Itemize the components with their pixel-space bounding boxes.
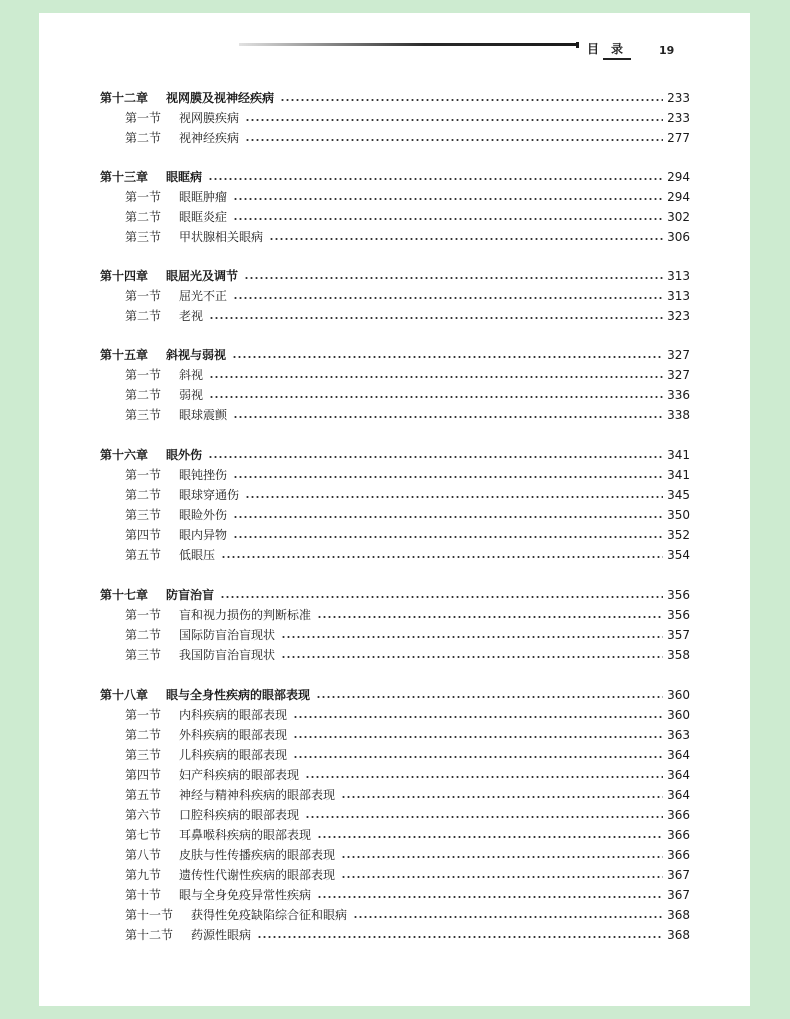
chapter-page: 313 xyxy=(667,269,690,283)
toc-section-entry[interactable] xyxy=(125,625,690,645)
header-rule xyxy=(239,43,576,46)
section-number: 第五节 xyxy=(125,788,162,802)
dot-leader xyxy=(305,776,663,778)
section-page: 338 xyxy=(667,408,690,422)
toc-section-entry[interactable] xyxy=(125,825,690,845)
section-page: 302 xyxy=(667,210,690,224)
section-number: 第一节 xyxy=(125,608,162,622)
toc-chapter-entry[interactable] xyxy=(100,266,690,286)
toc-section-entry[interactable] xyxy=(125,545,690,565)
section-number: 第二节 xyxy=(125,628,162,642)
section-title: 神经与精神科疾病的眼部表现 xyxy=(179,788,336,802)
section-number: 第十二节 xyxy=(125,928,174,942)
section-page: 364 xyxy=(667,788,690,802)
dot-leader xyxy=(233,476,663,478)
section-number: 第三节 xyxy=(125,748,162,762)
section-page: 341 xyxy=(667,468,690,482)
page-number: 19 xyxy=(659,44,675,57)
toc-section-entry[interactable] xyxy=(125,645,690,665)
section-title: 遗传性代谢性疾病的眼部表现 xyxy=(179,868,336,882)
toc-chapter-entry[interactable] xyxy=(100,445,690,465)
section-page: 313 xyxy=(667,289,690,303)
section-page: 352 xyxy=(667,528,690,542)
section-number: 第四节 xyxy=(125,528,162,542)
book-page xyxy=(39,13,750,1006)
section-number: 第二节 xyxy=(125,728,162,742)
section-number: 第二节 xyxy=(125,388,162,402)
section-title: 低眼压 xyxy=(179,548,216,562)
chapter-page: 294 xyxy=(667,170,690,184)
section-number: 第二节 xyxy=(125,309,162,323)
toc-section-entry[interactable] xyxy=(125,725,690,745)
section-number: 第六节 xyxy=(125,808,162,822)
dot-leader xyxy=(208,178,663,180)
section-page: 356 xyxy=(667,608,690,622)
section-page: 233 xyxy=(667,111,690,125)
section-page: 363 xyxy=(667,728,690,742)
toc-section-entry[interactable] xyxy=(125,925,690,945)
chapter-page: 360 xyxy=(667,688,690,702)
toc-section-entry[interactable] xyxy=(125,905,690,925)
section-number: 第三节 xyxy=(125,230,162,244)
section-number: 第八节 xyxy=(125,848,162,862)
section-title: 眼眶炎症 xyxy=(179,210,228,224)
section-title: 盲和视力损伤的判断标准 xyxy=(179,608,312,622)
section-page: 336 xyxy=(667,388,690,402)
toc-section-entry[interactable] xyxy=(125,108,690,128)
dot-leader xyxy=(209,376,663,378)
dot-leader xyxy=(233,297,663,299)
dot-leader xyxy=(209,396,663,398)
toc-section-entry[interactable] xyxy=(125,765,690,785)
section-page: 277 xyxy=(667,131,690,145)
toc-section-entry[interactable] xyxy=(125,805,690,825)
toc-section-entry[interactable] xyxy=(125,207,690,227)
toc-section-entry[interactable] xyxy=(125,187,690,207)
section-page: 294 xyxy=(667,190,690,204)
section-page: 368 xyxy=(667,928,690,942)
section-title: 国际防盲治盲现状 xyxy=(179,628,276,642)
section-number: 第二节 xyxy=(125,210,162,224)
section-page: 366 xyxy=(667,808,690,822)
dot-leader xyxy=(317,616,663,618)
section-title: 眼钝挫伤 xyxy=(179,468,228,482)
section-number: 第一节 xyxy=(125,111,162,125)
chapter-title: 防盲治盲 xyxy=(166,588,215,602)
dot-leader xyxy=(305,816,663,818)
section-title: 皮肤与性传播疾病的眼部表现 xyxy=(179,848,336,862)
chapter-title: 眼与全身性疾病的眼部表现 xyxy=(166,688,311,702)
toc-chapter-entry[interactable] xyxy=(100,88,690,108)
dot-leader xyxy=(244,277,663,279)
section-number: 第九节 xyxy=(125,868,162,882)
section-page: 368 xyxy=(667,908,690,922)
section-number: 第三节 xyxy=(125,408,162,422)
section-title: 口腔科疾病的眼部表现 xyxy=(179,808,300,822)
dot-leader xyxy=(245,496,663,498)
chapter-page: 233 xyxy=(667,91,690,105)
section-title: 耳鼻喉科疾病的眼部表现 xyxy=(179,828,312,842)
chapter-title: 眼眶病 xyxy=(166,170,203,184)
dot-leader xyxy=(317,896,663,898)
section-title: 眼球震颤 xyxy=(179,408,228,422)
dot-leader xyxy=(233,198,663,200)
section-title: 妇产科疾病的眼部表现 xyxy=(179,768,300,782)
section-number: 第一节 xyxy=(125,190,162,204)
header-rule-end xyxy=(576,42,579,48)
toc-section-entry[interactable] xyxy=(125,845,690,865)
section-title: 眼睑外伤 xyxy=(179,508,228,522)
section-page: 358 xyxy=(667,648,690,662)
section-page: 366 xyxy=(667,848,690,862)
dot-leader xyxy=(341,876,663,878)
running-header-title: 目录 xyxy=(587,42,636,56)
dot-leader xyxy=(317,836,663,838)
chapter-number: 第十四章 xyxy=(100,269,149,283)
section-title: 屈光不正 xyxy=(179,289,228,303)
toc-chapter-entry[interactable] xyxy=(100,345,690,365)
section-number: 第十一节 xyxy=(125,908,174,922)
dot-leader xyxy=(341,856,663,858)
section-title: 眼内异物 xyxy=(179,528,228,542)
section-page: 327 xyxy=(667,368,690,382)
section-number: 第十节 xyxy=(125,888,162,902)
section-title: 视神经疾病 xyxy=(179,131,240,145)
dot-leader xyxy=(233,536,663,538)
toc-section-entry[interactable] xyxy=(125,465,690,485)
section-title: 眼与全身免疫异常性疾病 xyxy=(179,888,312,902)
chapter-number: 第十五章 xyxy=(100,348,149,362)
section-number: 第一节 xyxy=(125,468,162,482)
section-number: 第一节 xyxy=(125,708,162,722)
dot-leader xyxy=(221,556,663,558)
section-number: 第二节 xyxy=(125,131,162,145)
toc-section-entry[interactable] xyxy=(125,785,690,805)
section-title: 眼眶肿瘤 xyxy=(179,190,228,204)
dot-leader xyxy=(281,656,663,658)
section-number: 第四节 xyxy=(125,768,162,782)
header-title-underline xyxy=(603,58,631,60)
dot-leader xyxy=(341,796,663,798)
toc-section-entry[interactable] xyxy=(125,385,690,405)
chapter-number: 第十八章 xyxy=(100,688,149,702)
dot-leader xyxy=(257,936,663,938)
section-number: 第一节 xyxy=(125,289,162,303)
toc-chapter-entry[interactable] xyxy=(100,585,690,605)
chapter-title: 视网膜及视神经疾病 xyxy=(166,91,275,105)
chapter-title: 眼外伤 xyxy=(166,448,203,462)
section-number: 第三节 xyxy=(125,508,162,522)
dot-leader xyxy=(293,716,663,718)
section-number: 第二节 xyxy=(125,488,162,502)
toc-section-entry[interactable] xyxy=(125,605,690,625)
section-page: 367 xyxy=(667,888,690,902)
chapter-number: 第十二章 xyxy=(100,91,149,105)
section-number: 第七节 xyxy=(125,828,162,842)
toc-section-entry[interactable] xyxy=(125,865,690,885)
toc-chapter-entry[interactable] xyxy=(100,685,690,705)
toc-section-entry[interactable] xyxy=(125,745,690,765)
section-page: 366 xyxy=(667,828,690,842)
section-title: 药源性眼病 xyxy=(191,928,252,942)
section-number: 第三节 xyxy=(125,648,162,662)
section-page: 345 xyxy=(667,488,690,502)
dot-leader xyxy=(353,916,663,918)
toc-section-entry[interactable] xyxy=(125,405,690,425)
dot-leader xyxy=(208,456,663,458)
section-title: 斜视 xyxy=(179,368,204,382)
section-title: 老视 xyxy=(179,309,204,323)
toc-section-entry[interactable] xyxy=(125,525,690,545)
dot-leader xyxy=(233,416,663,418)
toc-section-entry[interactable] xyxy=(125,505,690,525)
section-title: 甲状腺相关眼病 xyxy=(179,230,264,244)
section-title: 儿科疾病的眼部表现 xyxy=(179,748,288,762)
chapter-title: 斜视与弱视 xyxy=(166,348,227,362)
section-title: 眼球穿通伤 xyxy=(179,488,240,502)
dot-leader xyxy=(220,596,663,598)
section-title: 获得性免疫缺陷综合征和眼病 xyxy=(191,908,348,922)
chapter-number: 第十七章 xyxy=(100,588,149,602)
section-page: 306 xyxy=(667,230,690,244)
dot-leader xyxy=(280,99,663,101)
chapter-page: 341 xyxy=(667,448,690,462)
dot-leader xyxy=(293,736,663,738)
dot-leader xyxy=(233,218,663,220)
section-title: 内科疾病的眼部表现 xyxy=(179,708,288,722)
toc-section-entry[interactable] xyxy=(125,286,690,306)
dot-leader xyxy=(281,636,663,638)
dot-leader xyxy=(232,356,663,358)
section-page: 354 xyxy=(667,548,690,562)
section-page: 367 xyxy=(667,868,690,882)
toc-chapter-entry[interactable] xyxy=(100,167,690,187)
section-page: 364 xyxy=(667,748,690,762)
section-number: 第一节 xyxy=(125,368,162,382)
dot-leader xyxy=(293,756,663,758)
chapter-page: 327 xyxy=(667,348,690,362)
dot-leader xyxy=(245,139,663,141)
section-title: 外科疾病的眼部表现 xyxy=(179,728,288,742)
section-title: 我国防盲治盲现状 xyxy=(179,648,276,662)
chapter-number: 第十六章 xyxy=(100,448,149,462)
toc-section-entry[interactable] xyxy=(125,306,690,326)
dot-leader xyxy=(269,238,663,240)
toc-section-entry[interactable] xyxy=(125,885,690,905)
section-page: 360 xyxy=(667,708,690,722)
section-number: 第五节 xyxy=(125,548,162,562)
section-page: 357 xyxy=(667,628,690,642)
chapter-number: 第十三章 xyxy=(100,170,149,184)
chapter-page: 356 xyxy=(667,588,690,602)
toc-section-entry[interactable] xyxy=(125,227,690,247)
section-title: 弱视 xyxy=(179,388,204,402)
chapter-title: 眼屈光及调节 xyxy=(166,269,239,283)
dot-leader xyxy=(233,516,663,518)
toc-section-entry[interactable] xyxy=(125,705,690,725)
toc-section-entry[interactable] xyxy=(125,485,690,505)
section-page: 350 xyxy=(667,508,690,522)
toc-section-entry[interactable] xyxy=(125,128,690,148)
section-page: 323 xyxy=(667,309,690,323)
section-page: 364 xyxy=(667,768,690,782)
dot-leader xyxy=(245,119,663,121)
section-title: 视网膜疾病 xyxy=(179,111,240,125)
dot-leader xyxy=(209,317,663,319)
dot-leader xyxy=(316,696,663,698)
toc-section-entry[interactable] xyxy=(125,365,690,385)
